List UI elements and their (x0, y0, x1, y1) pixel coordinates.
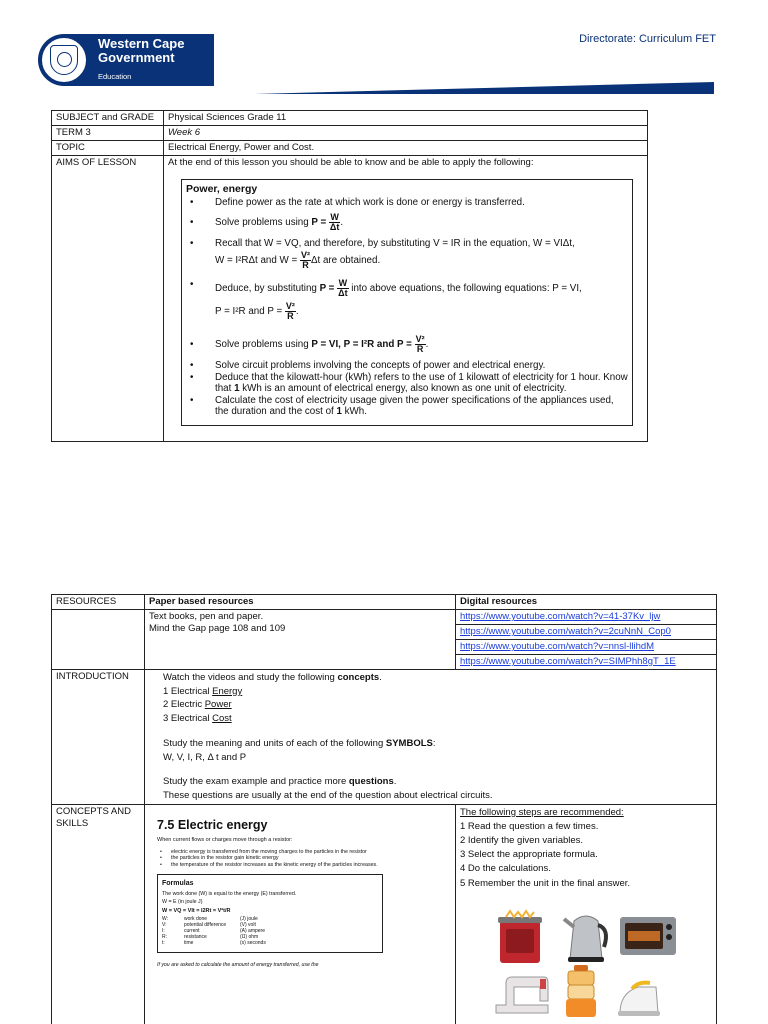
list-item: 4 Do the calculations. (460, 863, 551, 875)
list-item: Text books, pen and paper. (149, 611, 264, 622)
introduction-label: INTRODUCTION (52, 670, 145, 805)
resources-label: RESOURCES (52, 595, 145, 610)
iron-icon (616, 979, 662, 1019)
resources-table (51, 594, 717, 1024)
aims-cell (164, 156, 648, 442)
list-item: • Solve problems using P = VI, P = I²R and P = $\frac{\text{V²}}{R}$ . (186, 334, 628, 356)
table-row (52, 111, 648, 126)
row-value: Physical Sciences Grade 11 (164, 111, 648, 126)
logo-line-3: Education (98, 72, 132, 81)
row-label: SUBJECT and GRADE (52, 111, 164, 126)
video-link[interactable]: https://www.youtube.com/watch?v=2cuNnN_Cop0 (456, 625, 716, 640)
table-row (52, 804, 717, 1024)
list-item: • Define power as the rate at which work is done or energy is transferred. (186, 197, 628, 208)
table-row (52, 141, 648, 156)
list-item: • Deduce, by substituting P = $\frac{W}{\Delta t}$ into above equations, the following equations: P = VI, P = I²R and P = $\frac{\text{V²}}{R}$ . (186, 279, 628, 326)
row-value: Electrical Energy, Power and Cost. (164, 141, 648, 156)
power-energy-title: Power, energy (186, 183, 258, 195)
section-heading: 7.5 Electric energy (157, 817, 268, 832)
row-label: TOPIC (52, 141, 164, 156)
list-item: • Recall that W = VQ, and therefore, by substituting V = IR in the equation, W = VIΔt, W = I²RΔt and W = $\frac{\text{V²}}{R}$ Δt are obtained. (186, 238, 628, 273)
steps-header: The following steps are recommended: (460, 806, 624, 818)
concepts-label: CONCEPTS AND SKILLS (52, 804, 145, 1024)
list-item: • electric energy is transferred from the moving charges to the particles in the resistor (157, 849, 387, 856)
list-item: • the temperature of the resistor increases as the kinetic energy of the particles increases. (157, 862, 387, 869)
power-energy-box (181, 179, 633, 426)
row-label: AIMS OF LESSON (52, 156, 164, 442)
aims-text: At the end of this lesson you should be able to know and be able to apply the following: (168, 157, 534, 168)
list-item: • Solve problems using P = $\frac{W}{\Delta t}$ . (186, 212, 628, 234)
video-link[interactable]: https://www.youtube.com/watch?v=SIMPhh8gT_1E (460, 656, 676, 667)
sewing-machine-icon (492, 973, 552, 1017)
aims-list (186, 197, 628, 417)
table-row (52, 595, 717, 610)
list-item: 1 Read the question a few times. (460, 820, 599, 832)
table-row (52, 670, 717, 805)
list-item: • the particles in the resistor gain kinetic energy (157, 855, 387, 862)
list-item: • Deduce that the kilowatt-hour (kWh) refers to the use of 1 kilowatt of electricity for 1 hour. Know that 1 kWh is an amount of electrical energy, also known as one unit of electricity. (186, 372, 628, 394)
steps-cell (456, 804, 717, 1024)
wcg-logo (38, 34, 214, 86)
table-row (52, 126, 648, 141)
directorate-label: Directorate: Curriculum FET (579, 33, 716, 45)
digital-header: Digital resources (456, 595, 717, 610)
lesson-table (51, 110, 648, 442)
appliance-images (460, 891, 712, 1021)
header-band (214, 82, 714, 94)
textbook-page: 7.5 Electric energy When current flows or charges move through a resistor: • electric energy is transferred from the moving charges to the particles in the resistor • the particles in the resistor gain kinetic energy • the temperature of the resistor increases as the kinetic energy of the particles increases. Formulas The work done (W) is equal to the energy (E) transferred. W = E (in joule J) W = VQ = VIt = I2Rt = V²t/R W: work done (J) joule V: potential difference (V) volt I: current (A) ampere R: resistance (Ω) ohm t: time (s) seconds If you are asked to calculate the amount of energy transferred, use the (157, 819, 387, 972)
list-item: Mind the Gap page 108 and 109 (149, 623, 286, 634)
list-item: • Solve circuit problems involving the concepts of power and electrical energy. (186, 360, 628, 371)
formulas-box: Formulas The work done (W) is equal to the energy (E) transferred. W = E (in joule J) W = VQ = VIt = I2Rt = V²t/R W: work done (J) joule V: potential difference (V) volt I: current (A) ampere R: resistance (Ω) ohm t: time (s) seconds (157, 874, 383, 953)
paper-resources (145, 610, 456, 670)
introduction-content: Watch the videos and study the following concepts. 1 Electrical Energy 2 Electric Power 3 Electrical Cost Study the meaning and units of each of the following SYMBOLS: W, V, I, R, Δ t and P Study the exam example and practice more questions. These questions are usually at the end of the question about electrical circuits. (145, 670, 717, 805)
textbook-excerpt (145, 804, 456, 1024)
coat-of-arms-icon (40, 36, 88, 84)
digital-resources (456, 610, 717, 670)
logo-line-2: Government (98, 50, 175, 65)
list-item: 5 Remember the unit in the final answer. (460, 877, 631, 889)
deep-fryer-icon (494, 909, 546, 965)
paper-header: Paper based resources (145, 595, 456, 610)
variable-table: W: work done (J) joule V: potential difference (V) volt I: current (A) ampere R: resistance (Ω) ohm t: time (s) seconds (162, 916, 266, 947)
list-item: • Calculate the cost of electricity usage given the power specifications of the appliances used, the duration and the cost of 1 kWh. (186, 395, 628, 417)
toaster-oven-icon (618, 913, 678, 959)
row-value: Week 6 (164, 126, 648, 141)
table-row (52, 610, 717, 670)
row-label: TERM 3 (52, 126, 164, 141)
list-item: 3 Select the appropriate formula. (460, 849, 598, 861)
video-link[interactable]: https://www.youtube.com/watch?v=41-37Kv_ljw (456, 610, 716, 625)
table-row (52, 156, 648, 442)
video-link[interactable]: https://www.youtube.com/watch?v=nnsl-llihdM (456, 640, 716, 655)
kettle-icon (560, 903, 612, 963)
logo-line-1: Western Cape (98, 36, 185, 51)
food-steamer-icon (564, 963, 598, 1021)
list-item: 2 Identify the given variables. (460, 835, 584, 847)
